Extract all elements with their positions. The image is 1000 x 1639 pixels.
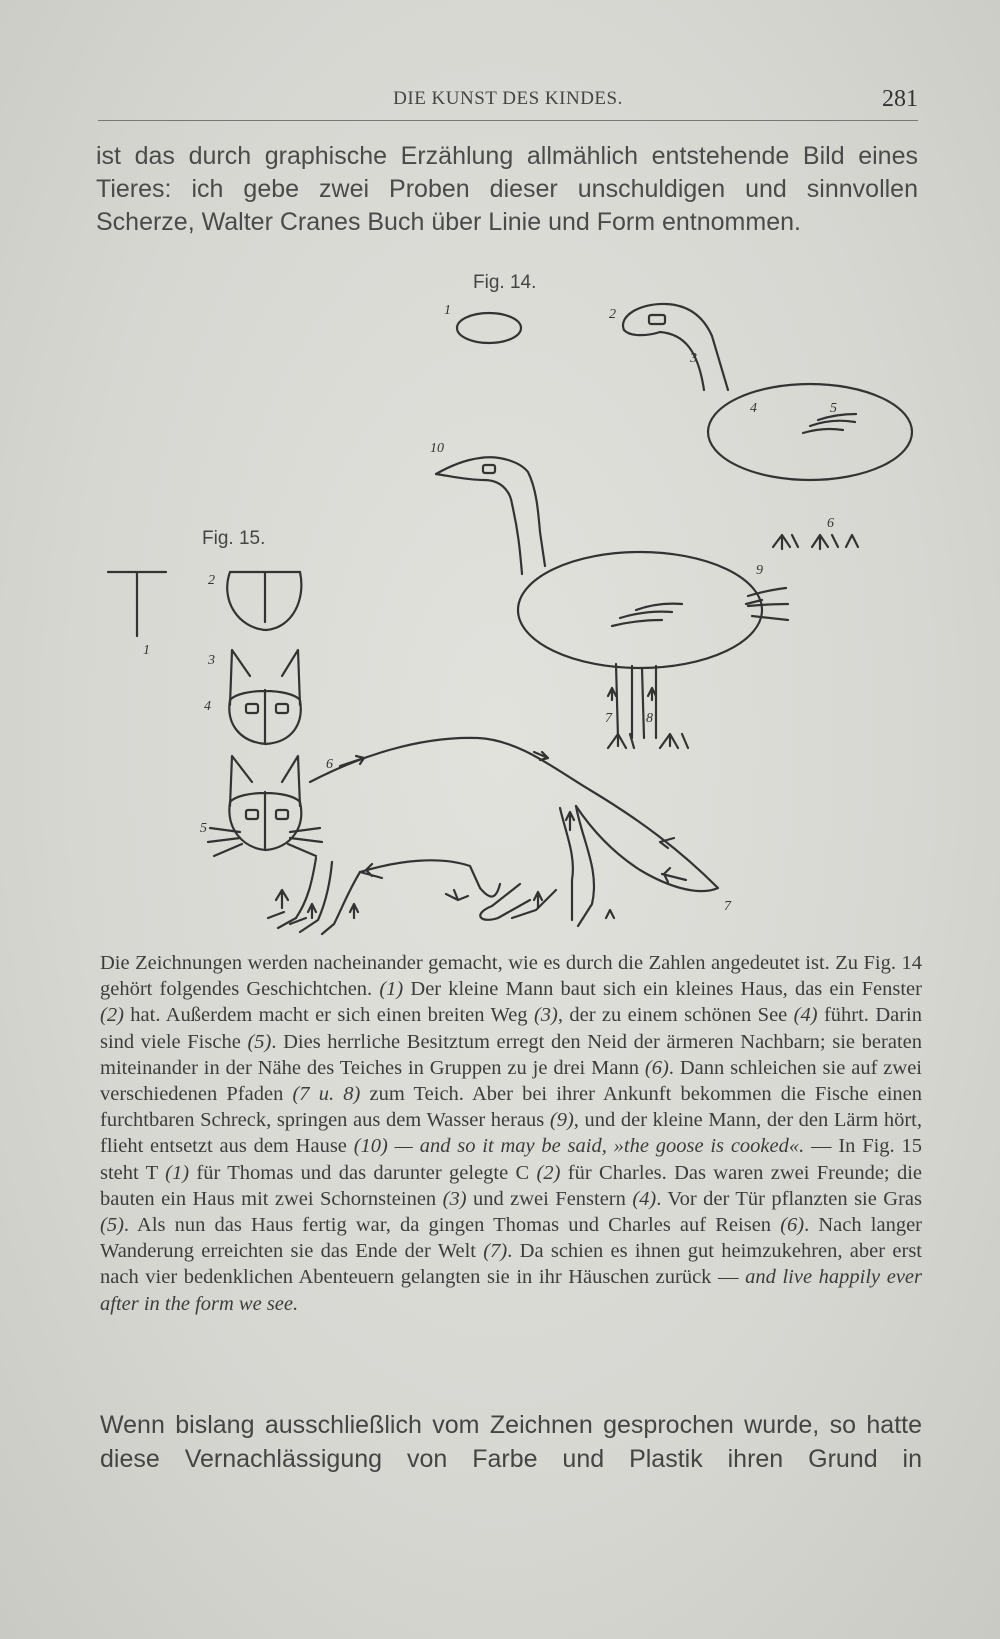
fig15-house	[229, 690, 300, 744]
caption-text: . Vor der Tür pflanzten sie Gras	[656, 1187, 922, 1210]
fig-14-label: Fig. 14.	[473, 272, 537, 293]
fig-15-drawing	[108, 572, 718, 934]
caption-text: für Thomas und das darunter gelegte C	[189, 1161, 537, 1184]
fig-15-label: Fig. 15.	[202, 528, 266, 549]
fig-14-drawing	[436, 304, 912, 748]
fig15-t-over-c	[230, 572, 300, 622]
caption-ref: (7 u. 8)	[292, 1083, 361, 1106]
caption-text: Die Zeichnungen werden nacheinander gemacht, wie es durch die Zahlen angedeutet ist. Zu Fig. 14 gehört folgendes Geschichtchen.	[100, 952, 922, 1001]
fig14-num-8: 8	[646, 711, 653, 726]
fig15-num-1: 1	[143, 643, 150, 658]
caption-text: . Dies herrliche Besitztum erregt den Neid der ärmeren Nachbarn; sie beraten miteinander in der Nähe des Teiches in Gruppen zu je drei Mann	[100, 1030, 922, 1079]
caption-ref: (9)	[549, 1109, 574, 1132]
intro-line: Tieres: ich gebe zwei Proben dieser unschuldigen und sinnvollen	[96, 175, 918, 203]
fig14-num-7: 7	[605, 711, 612, 726]
caption-text: . Als nun das Haus fertig war, da gingen Thomas und Charles auf Reisen	[123, 1214, 781, 1237]
caption-text: Der kleine Mann baut sich ein kleines Haus, das ein Fenster	[403, 978, 922, 1001]
goose-neck-inner	[436, 474, 522, 574]
goose-feet	[608, 734, 688, 748]
body-paragraph: Wenn bislang ausschließlich vom Zeichnen gesprochen wurde, so hatte diese Vernachlässigung von Farbe und Plastik ihren Grund in	[100, 1411, 922, 1473]
fig14-num-1: 1	[444, 303, 451, 318]
fig14-num-6: 6	[827, 516, 834, 531]
cat-eye-left	[246, 810, 258, 819]
fig15-num-2: 2	[208, 573, 215, 588]
caption-text: . Da schien es ihnen gut heimzukehren, aber erst nach vier bedenklichen Abenteuern gelangten sie in ihr Häuschen zurück —	[100, 1240, 922, 1289]
fig14-num-5: 5	[830, 401, 837, 416]
cat-hind-outer	[576, 806, 594, 926]
fig14-neighbours	[773, 535, 858, 549]
cat-eye-right	[276, 810, 288, 819]
caption-ref: (5)	[247, 1030, 272, 1053]
caption-text: für Charles. Das waren zwei Freunde; die bauten ein Haus mit zwei Schornsteinen	[100, 1161, 922, 1210]
fig15-num-6: 6	[326, 757, 333, 772]
caption-ref: (4)	[793, 1004, 818, 1027]
caption-text: hat. Außerdem macht er sich einen breiten Weg	[123, 1004, 534, 1027]
fig15-letter-t	[108, 572, 166, 636]
caption-ending: and live happily ever after in the form we see.	[100, 1266, 922, 1315]
fig15-num-4: 4	[204, 699, 211, 714]
cat-front-leg-2	[300, 862, 332, 932]
goose-body	[518, 552, 762, 668]
caption-text: , der zu einem schönen See	[557, 1004, 794, 1027]
caption-ref: (5)	[100, 1214, 124, 1237]
caption-ref: (2)	[536, 1161, 561, 1184]
goose-body-fish	[612, 604, 682, 626]
fig15-window-right	[276, 704, 288, 713]
caption-ref: (3)	[533, 1004, 558, 1027]
fig15-window-left	[246, 704, 258, 713]
fig14-num-4: 4	[750, 401, 757, 416]
caption-text: — In Fig. 15 steht T	[100, 1135, 922, 1184]
caption-text: und zwei Fenstern	[466, 1187, 633, 1210]
fig15-num-3: 3	[208, 653, 215, 668]
fig14-window	[649, 315, 665, 324]
caption-ref: (1)	[379, 978, 404, 1001]
fig15-num-5: 5	[200, 821, 207, 836]
caption-text: , und der kleine Mann, der den Lärm hört, flieht entsetzt aus dem Hause	[100, 1109, 922, 1158]
cat-hind-feet	[480, 884, 556, 920]
fig14-num-9: 9	[756, 563, 763, 578]
goose-legs	[616, 664, 656, 738]
figure-caption	[100, 950, 922, 1317]
fig14-num-10: 10	[430, 441, 444, 456]
caption-text: . Nach langer Wanderung erreichten sie das Ende der Welt	[100, 1214, 922, 1263]
caption-ref: (1)	[165, 1161, 190, 1184]
fig14-fish	[803, 414, 856, 433]
caption-ref: (2)	[100, 1004, 124, 1027]
running-title: DIE KUNST DES KINDES.	[393, 88, 623, 109]
goose-tail-fish	[746, 588, 788, 620]
caption-ref: (6)	[780, 1214, 805, 1237]
caption-ref: (3)	[442, 1187, 467, 1210]
fig14-house-oval	[457, 313, 521, 343]
goose-eye-window	[483, 465, 495, 473]
fig15-num-7: 7	[724, 899, 731, 914]
intro-line: ist das durch graphische Erzählung allmählich entstehende Bild eines	[96, 142, 918, 170]
caption-text: führt. Darin sind viele Fische	[100, 1004, 922, 1053]
fig14-num-3: 3	[690, 351, 697, 366]
figure-numbers	[143, 303, 837, 914]
caption-text: . Dann schleichen sie auf zwei verschiedenen Pfaden	[100, 1056, 922, 1106]
cat-head	[229, 792, 301, 850]
cat-journey-arrows	[276, 752, 686, 918]
caption-ref: (6)	[644, 1056, 669, 1079]
intro-line: Scherze, Walter Cranes Buch über Linie und Form entnommen.	[96, 208, 801, 236]
page-number: 281	[882, 86, 918, 112]
caption-ref: (4)	[632, 1187, 657, 1210]
caption-ref: (10) — and so it may be said, »the goose is cooked«.	[353, 1135, 805, 1158]
fig14-neck-path	[623, 304, 728, 390]
caption-ref: (7)	[483, 1240, 508, 1263]
fig14-num-2: 2	[609, 307, 616, 322]
caption-text: zum Teich. Aber bei ihrer Ankunft bekommen die Fische einen furchtbaren Schreck, springen aus dem Wasser heraus	[100, 1083, 922, 1132]
